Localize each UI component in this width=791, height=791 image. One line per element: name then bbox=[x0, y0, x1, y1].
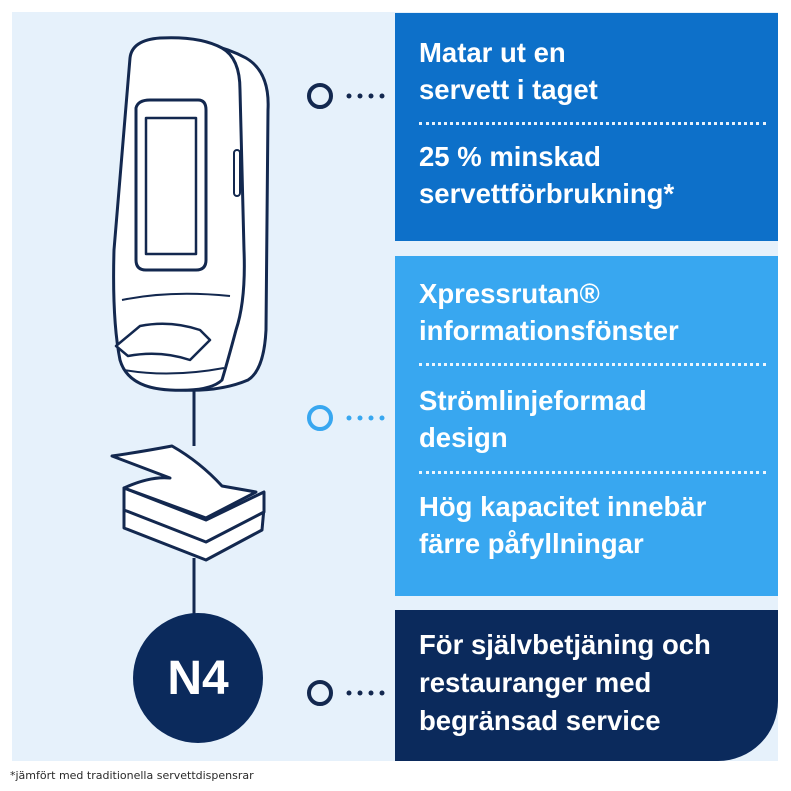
connector-dots-1 bbox=[309, 85, 385, 107]
feature-reduced-consumption: 25 % minskad servettförbrukning* bbox=[419, 141, 675, 209]
connector-dots-3 bbox=[309, 682, 385, 704]
connector-dots-2 bbox=[309, 407, 385, 429]
napkin-dispenser-icon bbox=[114, 38, 269, 391]
feature-dispenses-one: Matar ut en servett i taget bbox=[419, 37, 598, 105]
feature-box-secondary bbox=[395, 256, 778, 596]
feature-streamlined-design: Strömlinjeformad design bbox=[419, 385, 647, 453]
feature-high-capacity: Hög kapacitet innebär färre påfyllningar bbox=[419, 491, 707, 559]
feature-info-window: Xpressrutan® informationsfönster bbox=[419, 278, 679, 346]
feature-box-usage bbox=[395, 610, 778, 761]
feature-self-service: För självbetjäning och restauranger med begränsad service bbox=[419, 629, 711, 736]
folded-napkin-icon bbox=[112, 446, 264, 560]
footnote: *jämfört med traditionella servettdispensrar bbox=[10, 769, 254, 782]
badge-label: N4 bbox=[167, 651, 229, 705]
feature-box-primary bbox=[395, 13, 778, 241]
